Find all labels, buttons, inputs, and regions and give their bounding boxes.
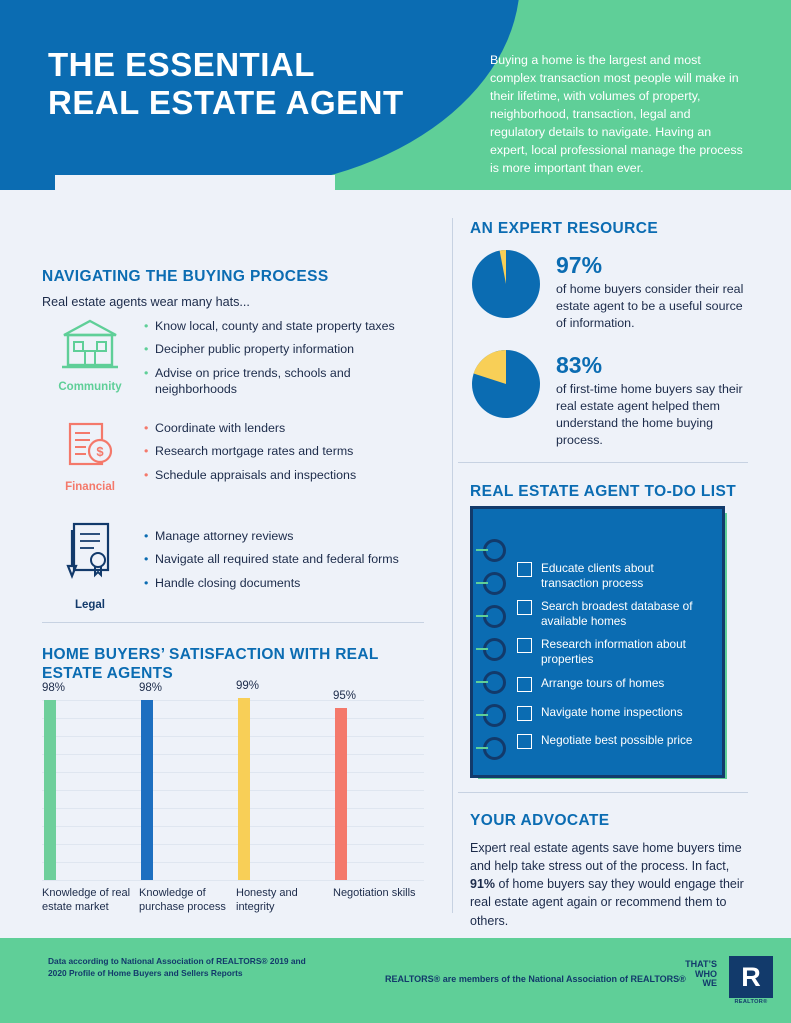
stat-83-value: 83% [556, 352, 603, 378]
financial-icon-wrap [42, 420, 138, 493]
binder-ring [483, 737, 506, 760]
todo-item-label: Search broadest database of available homes [541, 599, 693, 629]
category-financial [42, 420, 356, 493]
todo-list-item[interactable] [517, 676, 697, 692]
x-axis-label: Knowledge of real estate market [42, 887, 131, 914]
header-arc-decoration [55, 175, 335, 255]
realtor-logo-icon: R [729, 956, 773, 998]
todo-list-item[interactable] [517, 637, 697, 667]
todo-item-label: Arrange tours of homes [541, 676, 665, 690]
checkbox-icon[interactable] [517, 562, 532, 577]
checkbox-icon[interactable] [517, 677, 532, 692]
bullet-item [144, 467, 356, 483]
bullet-text: Coordinate with lenders [155, 421, 286, 435]
todo-list-item[interactable] [517, 561, 697, 591]
financial-bullets [144, 420, 356, 493]
navigating-title: NAVIGATING THE BUYING PROCESS [42, 268, 329, 285]
todo-item-label: Educate clients about transaction process [541, 561, 654, 591]
checkbox-icon[interactable] [517, 706, 532, 721]
x-axis-label: Honesty and integrity [236, 887, 298, 914]
advocate-section [470, 812, 750, 930]
footer-bar [0, 938, 791, 1023]
binder-ring [483, 671, 506, 694]
stat-97-value: 97% [556, 252, 603, 278]
advocate-highlight: 91% [470, 877, 496, 892]
bullet-dot: • [144, 421, 149, 435]
expert-resource-title: AN EXPERT RESOURCE [470, 220, 659, 237]
tagline-line2: WHO [695, 968, 717, 979]
financial-document-icon [64, 420, 116, 472]
pie-97 [470, 248, 542, 325]
advocate-text [470, 839, 750, 930]
legal-bullets [144, 528, 399, 611]
checkbox-icon[interactable] [517, 638, 532, 653]
todo-item-label: Research information about properties [541, 637, 686, 667]
bullet-dot: • [144, 342, 149, 357]
bullet-text: Research mortgage rates and terms [155, 444, 354, 459]
bullet-dot: • [144, 319, 149, 333]
binder-ring [483, 539, 506, 562]
legal-icon-wrap [42, 520, 138, 611]
category-label-community: Community [58, 381, 122, 393]
thats-who-we-are-tagline [685, 960, 717, 989]
category-label-financial: Financial [65, 481, 115, 493]
bar-honesty-integrity [238, 698, 250, 880]
binder-ring [483, 605, 506, 628]
x-axis-label: Knowledge of purchase process [139, 887, 226, 914]
binder-ring [483, 638, 506, 661]
bullet-item [144, 443, 356, 459]
category-community [42, 318, 395, 405]
bullet-text: Decipher public property information [155, 342, 355, 357]
todo-list-item[interactable] [517, 705, 697, 721]
stat-83-text: of first-time home buyers say their real estate agent helped them understand the home buying process. [556, 382, 743, 448]
x-axis-label: Negotiation skills [333, 887, 416, 899]
bar-value: 98% [139, 682, 163, 694]
category-label-legal: Legal [74, 599, 106, 611]
bullet-dot: • [144, 529, 149, 543]
pie-83 [470, 348, 542, 425]
bullet-text: Schedule appraisals and inspections [155, 467, 357, 482]
stat-97-block [556, 252, 751, 332]
legal-certificate-icon [62, 520, 118, 590]
page-title [48, 46, 404, 123]
bullet-item [144, 575, 399, 591]
category-legal [42, 520, 399, 611]
advocate-title: YOUR ADVOCATE [470, 812, 610, 829]
footer-center-text: REALTORS® are members of the National Association of REALTORS® [385, 974, 686, 984]
bar-value: 95% [333, 690, 357, 702]
binder-ring [483, 704, 506, 727]
bar-negotiation-skills [335, 708, 347, 880]
bullet-dot: • [144, 552, 149, 567]
community-icon-wrap [42, 318, 138, 405]
page-title-line2: REAL ESTATE AGENT [48, 84, 404, 122]
bar-chart-plot [42, 680, 424, 880]
bar-value: 98% [42, 682, 66, 694]
bullet-dot: • [144, 444, 149, 459]
todo-title: REAL ESTATE AGENT TO-DO LIST [470, 483, 737, 500]
tagline-line1: THAT’S [685, 959, 717, 969]
checkbox-icon[interactable] [517, 600, 532, 615]
right-divider-1 [458, 462, 748, 463]
bar-value: 99% [236, 680, 260, 692]
navigating-section [42, 268, 442, 309]
svg-text:$: $ [96, 444, 104, 459]
bullet-item [144, 341, 395, 357]
todo-list-item[interactable] [517, 599, 697, 629]
navigating-subtitle: Real estate agents wear many hats... [42, 295, 250, 309]
chart-title: HOME BUYERS’ SATISFACTION WITH REAL ESTATE AGENTS [42, 646, 379, 683]
bullet-text: Know local, county and state property taxes [155, 319, 395, 333]
bullet-item [144, 528, 399, 544]
header-banner [0, 0, 791, 190]
bar-knowledge-market [44, 700, 56, 880]
bullet-text: Navigate all required state and federal forms [155, 552, 399, 567]
tagline-line3: WE [702, 978, 717, 989]
todo-item-label: Navigate home inspections [541, 705, 683, 719]
bullet-item [144, 365, 394, 398]
bullet-item [144, 420, 356, 436]
advocate-text-before: Expert real estate agents save home buyers time and help take stress out of the process. In fact, [470, 841, 742, 874]
bullet-dot: • [144, 575, 149, 590]
bullet-text: Handle closing documents [155, 575, 301, 590]
header-intro-text: Buying a home is the largest and most complex transaction most people will make in their lifetime, with volumes of property, neighborhood, transaction, legal and regulatory details to navigate. Having an expert, local professional manage the process is more important than ever. [490, 53, 743, 175]
stat-97-text: of home buyers consider their real estate agent to be a useful source of information. [556, 282, 744, 331]
community-building-icon [60, 318, 120, 372]
community-bullets [144, 318, 395, 405]
pie-chart-83-icon [470, 348, 542, 420]
todo-section [470, 483, 755, 501]
bullet-item [144, 318, 395, 334]
bullet-text: Advise on price trends, schools and neighborhoods [155, 365, 351, 397]
bar-knowledge-process [141, 700, 153, 880]
bullet-text: Manage attorney reviews [155, 529, 294, 543]
todo-list-item[interactable] [517, 733, 707, 749]
advocate-text-after: of home buyers say they would engage their real estate agent again or recommend them to others. [470, 877, 744, 928]
satisfaction-chart-section [42, 645, 432, 684]
pie-chart-97-icon [470, 248, 542, 320]
expert-resource-section [470, 220, 755, 238]
left-divider [42, 622, 424, 623]
bullet-dot: • [144, 365, 149, 380]
bullet-item [144, 551, 399, 567]
right-divider-2 [458, 792, 748, 793]
stat-83-block [556, 352, 751, 449]
bullet-dot: • [144, 467, 149, 482]
todo-card [470, 506, 725, 778]
page-title-line1: THE ESSENTIAL [48, 46, 315, 83]
footer-source: Data according to National Association of REALTORS® 2019 and 2020 Profile of Home Buyers and Sellers Reports [48, 956, 306, 978]
todo-item-label: Negotiate best possible price [541, 733, 693, 747]
realtor-logo-caption: REALTOR® [734, 999, 768, 1005]
binder-ring [483, 572, 506, 595]
checkbox-icon[interactable] [517, 734, 532, 749]
